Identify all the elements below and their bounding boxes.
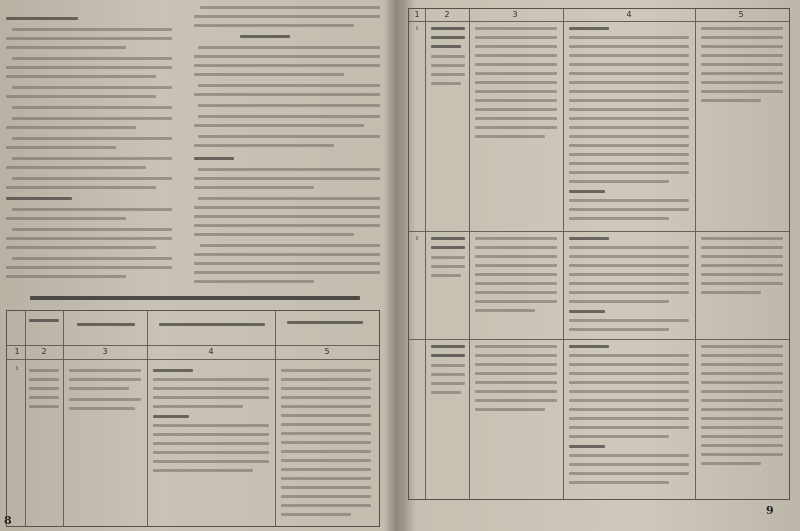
left-table-colnum-3: 3 xyxy=(102,347,108,356)
left-page xyxy=(0,0,397,531)
left-table-caption xyxy=(30,296,360,300)
left-table-colnum-2: 2 xyxy=(41,347,47,356)
left-table-colnum-5: 5 xyxy=(324,347,330,356)
left-table xyxy=(6,310,380,527)
right-table-row-2-number: ² xyxy=(415,235,419,244)
left-page-number: 8 xyxy=(4,514,12,527)
right-table-colnum-5: 5 xyxy=(738,10,744,19)
right-page-number: 9 xyxy=(766,504,774,517)
right-table-colnum-4: 4 xyxy=(626,10,632,19)
right-table xyxy=(408,8,790,500)
right-page xyxy=(402,0,800,531)
left-table-row-1-number: ¹ xyxy=(15,365,19,374)
right-table-colnum-2: 2 xyxy=(444,10,450,19)
right-table-colnum-1: 1 xyxy=(414,10,420,19)
left-table-colnum-1: 1 xyxy=(14,347,20,356)
right-table-row-1-number: ¹ xyxy=(415,25,419,34)
right-table-colnum-3: 3 xyxy=(512,10,518,19)
left-table-colnum-4: 4 xyxy=(208,347,214,356)
